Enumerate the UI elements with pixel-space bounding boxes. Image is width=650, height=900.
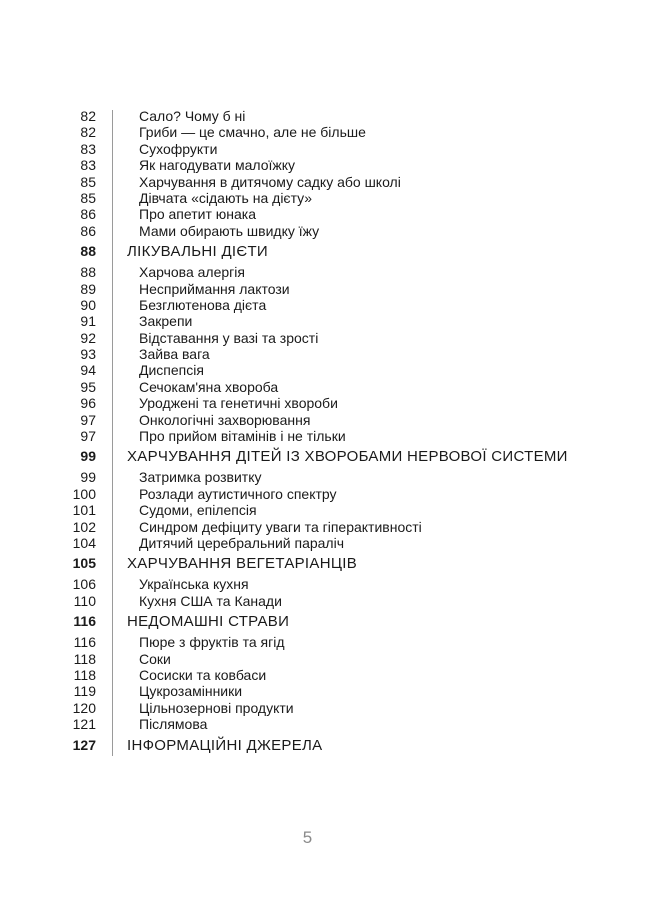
- toc-entry-title: Безглютенова дієта: [139, 296, 267, 313]
- toc-section-page-number: 116: [73, 613, 96, 630]
- toc-entry-row: [0, 651, 650, 667]
- toc-entry-row: [0, 502, 650, 518]
- toc-entry-title: Про прийом вітамінів і не тільки: [139, 428, 346, 445]
- toc-entry-row: [0, 108, 650, 124]
- toc-entry-page-number: 116: [73, 634, 96, 651]
- toc-entry-title: Соки: [139, 650, 171, 667]
- toc-entry-row: [0, 683, 650, 699]
- toc-section-row: [0, 444, 650, 469]
- toc-section-page-number: 99: [80, 448, 96, 465]
- toc-entry-row: [0, 297, 650, 313]
- toc-entry-row: [0, 469, 650, 485]
- toc-entry-row: [0, 379, 650, 395]
- toc-entry-page-number: 104: [72, 534, 96, 551]
- toc-entry-row: [0, 362, 650, 378]
- toc-entry-page-number: 106: [72, 576, 96, 593]
- toc-entry-page-number: 96: [80, 395, 96, 412]
- toc-entry-title: Післямова: [139, 716, 208, 733]
- toc-entry-page-number: 118: [73, 650, 96, 667]
- toc-entry-title: Відставання у вазі та зрості: [139, 329, 319, 346]
- toc-entry-row: [0, 535, 650, 551]
- toc-entry-title: Сало? Чому б ні: [139, 108, 246, 124]
- toc-entry-title: Дівчата «сідають на дієту»: [139, 189, 313, 206]
- toc-entry-page-number: 83: [80, 157, 96, 174]
- toc-entry-title: Пюре з фруктів та ягід: [139, 634, 285, 651]
- toc-entry-title: Розлади аутистичного спектру: [139, 485, 337, 502]
- toc-entry-title: Дитячий церебральний параліч: [139, 534, 345, 551]
- toc-entry-title: Гриби — це смачно, але не більше: [139, 124, 366, 141]
- toc-entry-title: Цільнозернові продукти: [139, 699, 294, 716]
- toc-section-page-number: 127: [72, 736, 96, 753]
- toc-section-title: ХАРЧУВАННЯ ВЕГЕТАРІАНЦІВ: [127, 555, 358, 573]
- toc-entry-page-number: 97: [80, 411, 96, 428]
- toc-entry-title: Як нагодувати малоїжку: [139, 157, 296, 174]
- toc-entry-page-number: 93: [80, 346, 96, 363]
- toc-entry-row: [0, 346, 650, 362]
- toc-entry-title: Судоми, епілепсія: [139, 502, 257, 519]
- toc-entry-page-number: 121: [72, 716, 96, 733]
- toc-entry-row: [0, 634, 650, 650]
- toc-entry-title: Харчова алергія: [139, 264, 245, 281]
- toc-entry-page-number: 85: [80, 173, 96, 190]
- toc-section-page-number: 105: [72, 555, 96, 572]
- toc-entry-page-number: 97: [80, 428, 96, 445]
- toc-entry-row: [0, 313, 650, 329]
- toc-entry-row: [0, 593, 650, 609]
- toc-entry-page-number: 102: [72, 518, 96, 535]
- toc-entry-row: [0, 486, 650, 502]
- toc-entry-title: Українська кухня: [139, 576, 249, 593]
- toc-entry-title: Сосиски та ковбаси: [139, 666, 267, 683]
- toc-entry-row: [0, 576, 650, 592]
- toc-entry-title: Диспепсія: [139, 362, 204, 379]
- page-number: 5: [302, 828, 313, 847]
- toc-entry-title: Закрепи: [139, 313, 193, 330]
- toc-entry-title: Затримка розвитку: [139, 469, 262, 486]
- toc-section-title: НЕДОМАШНІ СТРАВИ: [127, 613, 290, 631]
- toc-entry-page-number: 83: [80, 140, 96, 157]
- toc-entry-title: Зайва вага: [139, 346, 210, 363]
- toc-entry-row: [0, 223, 650, 239]
- toc-entry-page-number: 85: [80, 189, 96, 206]
- toc-entry-title: Несприймання лактози: [139, 280, 290, 297]
- toc-entry-page-number: 110: [73, 592, 96, 609]
- toc-entry-page-number: 82: [80, 108, 96, 124]
- toc-section-page-number: 88: [80, 243, 96, 260]
- toc-section-title: ЛІКУВАЛЬНІ ДІЄТИ: [127, 243, 268, 261]
- toc-entry-page-number: 101: [72, 502, 96, 519]
- toc-entry-row: [0, 190, 650, 206]
- toc-entry-title: Про апетит юнака: [139, 206, 256, 223]
- toc-section-row: [0, 733, 650, 758]
- toc-entry-title: Мами обирають швидку їжу: [139, 222, 320, 239]
- toc-entry-row: [0, 281, 650, 297]
- toc-entry-page-number: 94: [80, 362, 96, 379]
- toc-entry-page-number: 89: [80, 280, 96, 297]
- toc-entry-title: Сечокам'яна хвороба: [139, 378, 279, 395]
- toc-entry-row: [0, 174, 650, 190]
- toc-entry-title: Уроджені та генетичні хвороби: [139, 395, 338, 412]
- toc-entry-page-number: 92: [80, 329, 96, 346]
- toc-entry-page-number: 86: [80, 206, 96, 223]
- table-of-contents: [0, 108, 650, 758]
- toc-entry-title: Синдром дефіциту уваги та гіперактивності: [139, 518, 422, 535]
- toc-entry-row: [0, 395, 650, 411]
- toc-section-row: [0, 609, 650, 634]
- toc-entry-row: [0, 667, 650, 683]
- toc-entry-page-number: 95: [80, 378, 96, 395]
- toc-entry-page-number: 91: [80, 313, 96, 330]
- toc-entry-page-number: 86: [80, 222, 96, 239]
- toc-entry-page-number: 118: [73, 666, 96, 683]
- toc-entry-title: Сухофрукти: [139, 140, 218, 157]
- toc-entry-row: [0, 157, 650, 173]
- toc-entry-row: [0, 428, 650, 444]
- toc-entry-title: Кухня США та Канади: [139, 592, 282, 609]
- toc-entry-row: [0, 700, 650, 716]
- toc-entry-row: [0, 412, 650, 428]
- toc-section-title: ХАРЧУВАННЯ ДІТЕЙ ІЗ ХВОРОБАМИ НЕРВОВОЇ СИСТЕМИ: [127, 448, 568, 466]
- toc-entry-row: [0, 330, 650, 346]
- toc-entry-page-number: 90: [80, 296, 96, 313]
- toc-entry-row: [0, 519, 650, 535]
- toc-entry-page-number: 99: [80, 469, 96, 486]
- toc-entry-row: [0, 264, 650, 280]
- toc-entry-row: [0, 141, 650, 157]
- toc-entry-page-number: 100: [72, 485, 96, 502]
- toc-section-row: [0, 239, 650, 264]
- toc-section-row: [0, 551, 650, 576]
- toc-entry-row: [0, 124, 650, 140]
- toc-entry-page-number: 82: [80, 124, 96, 141]
- toc-entry-page-number: 120: [72, 699, 96, 716]
- toc-entry-row: [0, 206, 650, 222]
- toc-entry-row: [0, 716, 650, 732]
- toc-entry-title: Цукрозамінники: [139, 683, 243, 700]
- toc-entry-page-number: 119: [73, 683, 96, 700]
- toc-entry-page-number: 88: [80, 264, 96, 281]
- toc-entry-title: Харчування в дитячому садку або школі: [139, 173, 401, 190]
- toc-entry-title: Онкологічні захворювання: [139, 411, 311, 428]
- toc-section-title: ІНФОРМАЦІЙНІ ДЖЕРЕЛА: [127, 736, 323, 754]
